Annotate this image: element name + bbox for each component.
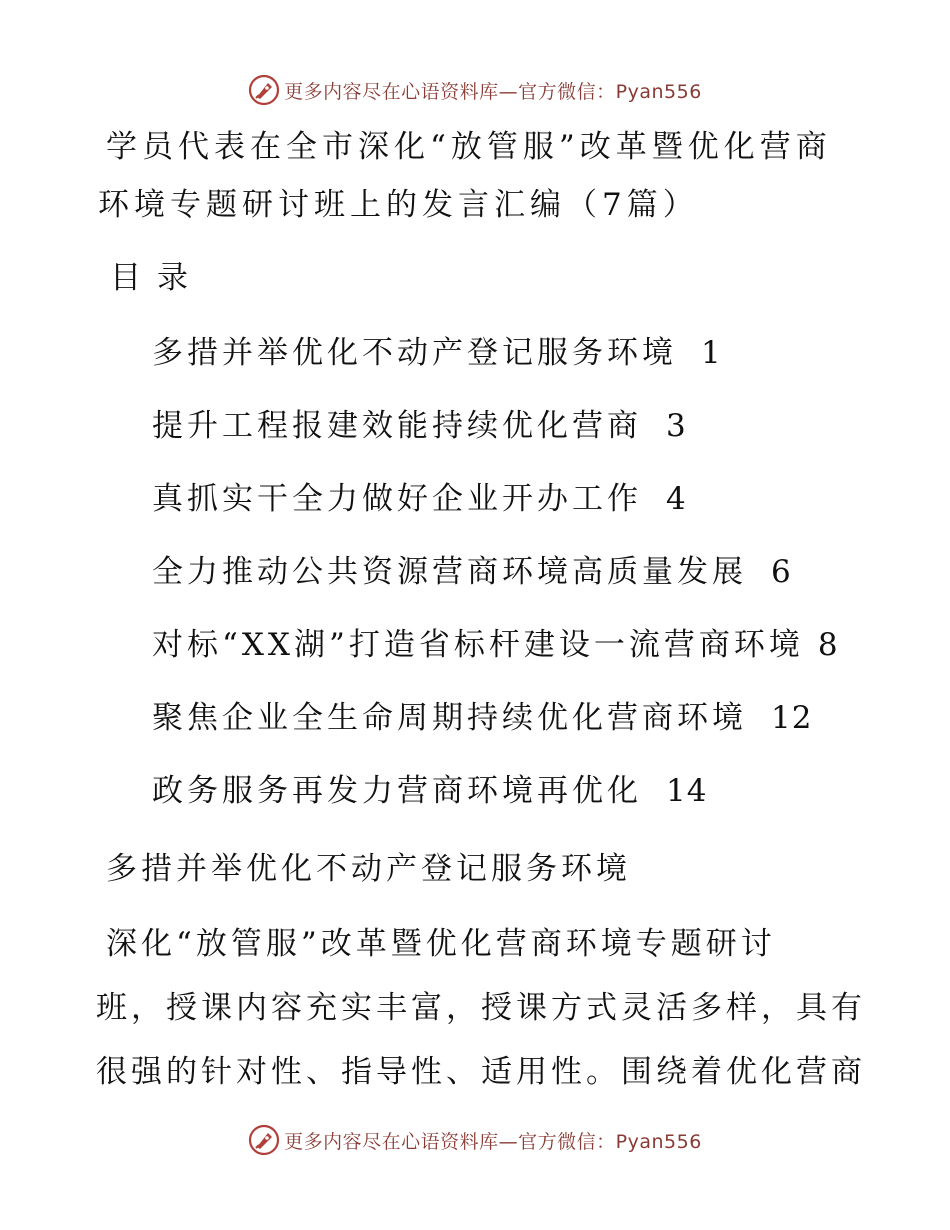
toc-entry-page: 3	[666, 408, 687, 444]
table-of-contents	[152, 320, 839, 831]
toc-entry-title: 聚焦企业全生命周期持续优化营商环境	[152, 700, 747, 736]
body-line: 班，授课内容充实丰富，授课方式灵活多样，具有	[96, 990, 866, 1026]
body-line: 深化“放管服”改革暨优化营商环境专题研讨	[106, 926, 776, 962]
toc-entry	[152, 539, 839, 612]
toc-entry	[152, 393, 839, 466]
document-title-line-1: 学员代表在全市深化“放管服”改革暨优化营商	[106, 129, 832, 165]
watermark-banner-top	[0, 70, 950, 110]
section-heading: 多措并举优化不动产登记服务环境	[106, 851, 631, 887]
pen-nib-logo-icon	[248, 1124, 280, 1156]
document-title-line-2: 环境专题研讨班上的发言汇编（7篇）	[98, 187, 699, 223]
toc-entry	[152, 466, 839, 539]
watermark-text: 更多内容尽在心语资料库—官方微信：Pyan556	[284, 1130, 702, 1153]
toc-entry-page: 14	[666, 773, 708, 809]
toc-entry-title: 多措并举优化不动产登记服务环境	[152, 335, 677, 371]
toc-entry-page: 1	[701, 335, 722, 371]
toc-entry-title: 真抓实干全力做好企业开办工作	[152, 481, 642, 517]
toc-entry	[152, 758, 839, 831]
toc-entry-page: 4	[666, 481, 687, 517]
toc-entry-page: 6	[771, 554, 792, 590]
toc-entry	[152, 612, 839, 685]
toc-entry	[152, 685, 839, 758]
toc-entry-page: 12	[771, 700, 813, 736]
toc-entry-page: 8	[817, 627, 839, 663]
body-line: 很强的针对性、指导性、适用性。围绕着优化营商	[96, 1054, 866, 1090]
toc-heading: 目录	[110, 260, 204, 296]
watermark-banner-bottom	[0, 1120, 950, 1160]
toc-entry-title: 政务服务再发力营商环境再优化	[152, 773, 642, 809]
body-paragraph	[96, 912, 866, 1104]
toc-entry-title: 对标“XX湖”打造省标杆建设一流营商环境	[152, 627, 804, 663]
toc-entry-title: 全力推动公共资源营商环境高质量发展	[152, 554, 747, 590]
toc-entry-title: 提升工程报建效能持续优化营商	[152, 408, 642, 444]
toc-entry	[152, 320, 839, 393]
pen-nib-logo-icon	[248, 74, 280, 106]
watermark-text: 更多内容尽在心语资料库—官方微信：Pyan556	[284, 80, 702, 103]
